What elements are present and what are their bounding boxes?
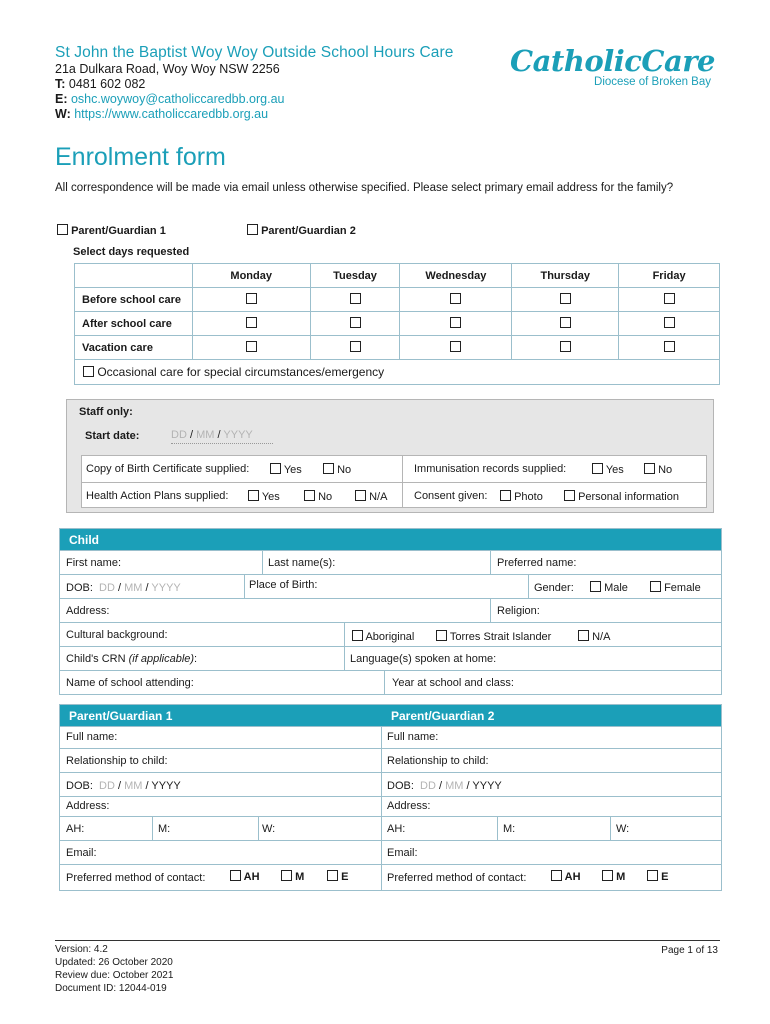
row-label: Before school care: [75, 288, 193, 312]
checkbox[interactable]: [450, 341, 461, 352]
parent-address-row: [60, 796, 721, 816]
birth-cert-no[interactable]: No: [323, 463, 351, 476]
parents-heading: [60, 705, 721, 726]
pg1-full-name[interactable]: Full name:: [66, 731, 118, 743]
phone-line: T: 0481 602 082: [55, 77, 146, 91]
form-title: Enrolment form: [55, 143, 226, 171]
pg1-email[interactable]: Email:: [66, 847, 97, 859]
pg2-heading: Parent/Guardian 2: [391, 709, 495, 723]
version: Version: 4.2: [55, 944, 108, 955]
pg2-contact-label: Preferred method of contact:: [387, 872, 527, 884]
gender-female[interactable]: Female: [650, 581, 701, 594]
checkbox[interactable]: [664, 317, 675, 328]
pg1-heading: Parent/Guardian 1: [69, 709, 173, 723]
religion-field[interactable]: Religion:: [497, 605, 540, 617]
consent-photo[interactable]: Photo: [500, 490, 543, 503]
crn-row: [60, 646, 721, 670]
web-line: W: https://www.catholiccaredbb.org.au: [55, 107, 269, 121]
day-header: Tuesday: [310, 264, 400, 288]
place-of-birth-field[interactable]: Place of Birth:: [249, 579, 318, 591]
day-header: Friday: [619, 264, 720, 288]
school-row: [60, 670, 721, 694]
full-name-row: [60, 726, 721, 748]
child-address-row: [60, 598, 721, 622]
staff-title: Staff only:: [79, 406, 133, 418]
email-line: E: oshc.woywoy@catholiccaredbb.org.au: [55, 92, 285, 106]
address-line: 21a Dulkara Road, Woy Woy NSW 2256: [55, 62, 280, 76]
immunisation-no[interactable]: No: [644, 463, 672, 476]
checkbox[interactable]: [246, 341, 257, 352]
letterhead: [55, 44, 715, 122]
checkbox[interactable]: [246, 317, 257, 328]
health-plans-label: Health Action Plans supplied:: [86, 490, 229, 502]
checkbox[interactable]: [246, 293, 257, 304]
day-header: Thursday: [512, 264, 619, 288]
pg2-dob[interactable]: DOB: DD / MM / YYYY: [387, 780, 502, 792]
page-number: Page 1 of 13: [661, 945, 718, 956]
staff-only-box: [66, 399, 714, 513]
pg2-contact-e[interactable]: E: [647, 870, 668, 883]
pg2-work[interactable]: W:: [616, 823, 630, 835]
checkbox[interactable]: [350, 317, 361, 328]
occasional-care-option[interactable]: [75, 360, 720, 385]
child-names-row: [60, 550, 721, 574]
checkbox[interactable]: [560, 317, 571, 328]
child-dob-field[interactable]: DOB: DD / MM / YYYY: [66, 582, 181, 594]
checkbox[interactable]: [560, 341, 571, 352]
cultural-row: [60, 622, 721, 646]
day-header: Wednesday: [400, 264, 512, 288]
days-corner: [75, 264, 193, 288]
contact-method-row: [60, 864, 721, 890]
health-plans-na[interactable]: N/A: [355, 490, 387, 503]
crn-field[interactable]: Child's CRN (if applicable):: [66, 653, 198, 665]
website-link[interactable]: https://www.catholiccaredbb.org.au: [74, 107, 269, 121]
pg2-email[interactable]: Email:: [387, 847, 418, 859]
phone-number: 0481 602 082: [68, 77, 146, 91]
birth-cert-yes[interactable]: Yes: [270, 463, 302, 476]
child-address-field[interactable]: Address:: [66, 605, 110, 617]
days-label: Select days requested: [73, 246, 190, 258]
intro-text: All correspondence will be made via email unless otherwise specified. Please select primary email address for the family?: [55, 182, 674, 194]
immunisation-label: Immunisation records supplied:: [414, 463, 567, 475]
checkbox[interactable]: [560, 293, 571, 304]
document-id: Document ID: 12044-019: [55, 983, 167, 994]
parent-dob-row: [60, 772, 721, 796]
consent-personal[interactable]: Personal information: [564, 490, 679, 503]
review-date: Review due: October 2021: [55, 970, 174, 981]
parents-section: [59, 704, 722, 891]
child-heading: Child: [60, 529, 721, 550]
year-class-field[interactable]: Year at school and class:: [392, 677, 514, 689]
option-parent-guardian-2[interactable]: Parent/Guardian 2: [247, 224, 356, 237]
staff-checklist: [81, 455, 707, 508]
health-plans-yes[interactable]: Yes: [248, 490, 280, 503]
checkbox[interactable]: [664, 341, 675, 352]
checkbox[interactable]: [350, 293, 361, 304]
pg1-dob[interactable]: DOB: DD / MM / YYYY: [66, 780, 181, 792]
pg1-work[interactable]: W:: [262, 823, 276, 835]
checkbox[interactable]: [350, 341, 361, 352]
languages-field[interactable]: Language(s) spoken at home:: [350, 653, 497, 665]
gender-male[interactable]: Male: [590, 581, 628, 594]
pg2-ah[interactable]: AH:: [387, 823, 406, 835]
updated-date: Updated: 26 October 2020: [55, 957, 173, 968]
document-footer: [55, 940, 720, 995]
preferred-name-field[interactable]: Preferred name:: [497, 557, 577, 569]
pg1-contact-e[interactable]: E: [327, 870, 348, 883]
na-option[interactable]: N/A: [578, 630, 610, 643]
gender-label: Gender:: [534, 582, 574, 594]
pg2-contact-m[interactable]: M: [602, 870, 625, 883]
torres-strait-option[interactable]: Torres Strait Islander: [436, 630, 551, 643]
first-name-field[interactable]: First name:: [66, 557, 122, 569]
consent-label: Consent given:: [414, 490, 488, 502]
birth-cert-label: Copy of Birth Certificate supplied:: [86, 463, 250, 475]
pg1-contact-m[interactable]: M: [281, 870, 304, 883]
child-dob-row: [60, 574, 721, 598]
checkbox[interactable]: [450, 317, 461, 328]
checkbox[interactable]: [664, 293, 675, 304]
relationship-row: [60, 748, 721, 772]
start-date-field[interactable]: DD / MM / YYYY: [171, 429, 273, 444]
phone-row: [60, 816, 721, 840]
pg2-address[interactable]: Address:: [387, 800, 431, 812]
cultural-background-label: Cultural background:: [66, 629, 168, 641]
checkbox[interactable]: [450, 293, 461, 304]
occasional-care-label: Occasional care for special circumstances/emergency: [97, 365, 385, 379]
pg1-contact-label: Preferred method of contact:: [66, 872, 206, 884]
row-label: After school care: [75, 312, 193, 336]
pg2-relationship[interactable]: Relationship to child:: [387, 755, 489, 767]
catholiccare-logo: CatholicCare Diocese of Broken Bay: [510, 44, 715, 88]
checkbox-occasional[interactable]: [83, 366, 94, 377]
pg1-mobile[interactable]: M:: [158, 823, 171, 835]
parent-email-row: [60, 840, 721, 864]
pg1-relationship[interactable]: Relationship to child:: [66, 755, 168, 767]
health-plans-no[interactable]: No: [304, 490, 332, 503]
pg2-contact-ah[interactable]: AH: [551, 870, 581, 883]
option-parent-guardian-1[interactable]: Parent/Guardian 1: [57, 224, 166, 237]
pg1-ah[interactable]: AH:: [66, 823, 85, 835]
email-link[interactable]: oshc.woywoy@catholiccaredbb.org.au: [70, 92, 285, 106]
pg2-mobile[interactable]: M:: [503, 823, 516, 835]
pg1-contact-ah[interactable]: AH: [230, 870, 260, 883]
checkbox-pg1[interactable]: [57, 224, 68, 235]
row-label: Vacation care: [75, 336, 193, 360]
pg2-full-name[interactable]: Full name:: [387, 731, 439, 743]
day-header: Monday: [192, 264, 310, 288]
start-date-label: Start date:: [85, 430, 140, 442]
pg1-address[interactable]: Address:: [66, 800, 110, 812]
school-field[interactable]: Name of school attending:: [66, 677, 194, 689]
last-name-field[interactable]: Last name(s):: [268, 557, 336, 569]
child-section: [59, 528, 722, 695]
immunisation-yes[interactable]: Yes: [592, 463, 624, 476]
days-table: [74, 263, 720, 385]
aboriginal-option[interactable]: Aboriginal: [352, 630, 414, 643]
checkbox-pg2[interactable]: [247, 224, 258, 235]
organisation-name: St John the Baptist Woy Woy Outside School Hours Care: [55, 44, 454, 61]
